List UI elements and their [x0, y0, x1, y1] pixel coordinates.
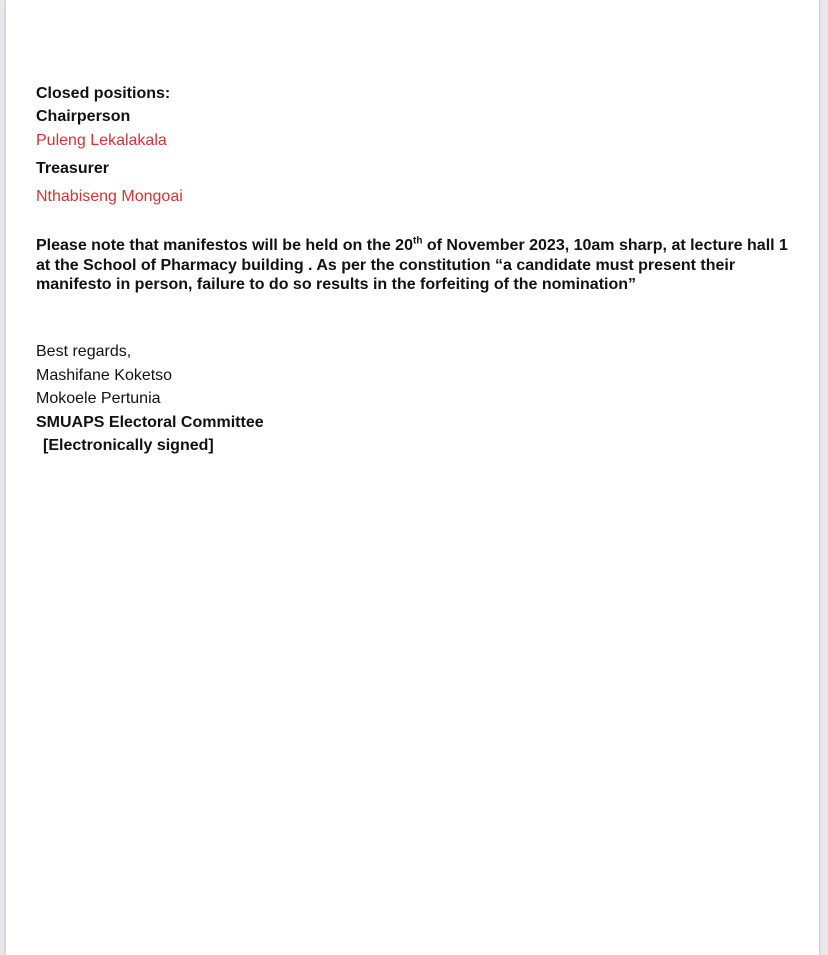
position-holder-treasurer: Nthabiseng Mongoai	[36, 188, 183, 205]
notice-text-part1: Please note that manifestos will be held on the 20	[36, 237, 413, 254]
position-holder-chairperson: Puleng Lekalakala	[36, 132, 167, 149]
notice-text-part2: of November 2023, 10am sharp, at lecture hall 1 at the School of Pharmacy building . As per the constitution “a candidate must present their manifesto in person, failure to do so results in the forfeiting of the nomination”	[36, 237, 788, 293]
notice-superscript: th	[412, 235, 423, 247]
closed-positions-heading: Closed positions:	[36, 85, 171, 102]
signatory-2: Mokoele Pertunia	[36, 390, 161, 407]
document-page	[6, 0, 819, 955]
electronic-signature-note: [Electronically signed]	[43, 437, 214, 454]
greeting: Best regards,	[36, 343, 132, 360]
committee-name: SMUAPS Electoral Committee	[36, 414, 264, 431]
position-title-treasurer: Treasurer	[36, 160, 109, 177]
signatory-1: Mashifane Koketso	[36, 367, 173, 384]
manifesto-notice	[36, 236, 796, 295]
position-title-chairperson: Chairperson	[36, 108, 131, 125]
